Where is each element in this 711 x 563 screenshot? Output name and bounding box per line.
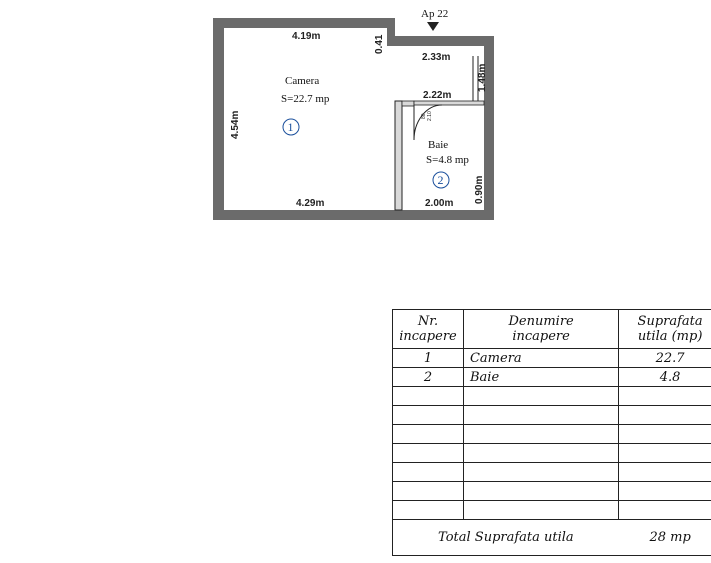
empty-cell [393, 463, 464, 482]
table-row [393, 349, 711, 368]
dim-bath-top: 2.22m [423, 90, 452, 101]
header-nr: Nr. incapere [393, 310, 464, 349]
empty-cell [463, 406, 618, 425]
dim-left: 4.54m [230, 110, 241, 139]
empty-cell [393, 425, 464, 444]
bathroom-door [414, 105, 442, 140]
entrance-arrow-icon [427, 22, 439, 31]
dim-right-lower: 0.90m [474, 175, 485, 204]
empty-cell [619, 463, 711, 482]
dim-step: 0.41 [374, 34, 385, 54]
empty-cell [619, 501, 711, 520]
table-row-empty [393, 425, 711, 444]
room-area-table [392, 309, 711, 556]
empty-cell [619, 444, 711, 463]
row-name: Camera [463, 349, 618, 368]
room-baie-area: S=4.8 mp [426, 154, 469, 166]
table-row-empty [393, 444, 711, 463]
table-row-empty [393, 501, 711, 520]
dim-top-right: 2.33m [422, 52, 451, 63]
dim-bottom-camera: 4.29m [296, 198, 325, 209]
door-height-label: 2.10 [427, 111, 433, 121]
empty-cell [393, 444, 464, 463]
empty-cell [393, 482, 464, 501]
total-label: Total Suprafata utila [393, 520, 619, 556]
dim-right-upper: 1.48m [477, 63, 488, 92]
row-name: Baie [463, 368, 618, 387]
room-camera-area: S=22.7 mp [281, 93, 330, 105]
empty-cell [393, 501, 464, 520]
room-camera-number: 1 [287, 120, 294, 134]
empty-cell [463, 387, 618, 406]
empty-cell [463, 463, 618, 482]
empty-cell [463, 501, 618, 520]
apartment-label: Ap 22 [421, 8, 449, 20]
table-row-empty [393, 387, 711, 406]
empty-cell [463, 444, 618, 463]
table-row-empty [393, 463, 711, 482]
table-header-row [393, 310, 711, 349]
dim-top-camera: 4.19m [292, 31, 321, 42]
empty-cell [619, 387, 711, 406]
empty-cell [463, 482, 618, 501]
empty-cell [619, 406, 711, 425]
door-width-label: 80 [421, 113, 427, 119]
empty-cell [393, 387, 464, 406]
row-area: 4.8 [619, 368, 711, 387]
empty-cell [619, 425, 711, 444]
room-camera-name: Camera [285, 75, 320, 87]
total-row [393, 520, 711, 556]
table-row [393, 368, 711, 387]
total-value: 28 mp [619, 520, 711, 556]
row-nr: 1 [393, 349, 464, 368]
row-area: 22.7 [619, 349, 711, 368]
empty-cell [619, 482, 711, 501]
table-row-empty [393, 406, 711, 425]
row-nr: 2 [393, 368, 464, 387]
header-area: Suprafata utila (mp) [619, 310, 711, 349]
room-baie-name: Baie [428, 139, 449, 151]
room-baie-number: 2 [437, 173, 444, 187]
table-row-empty [393, 482, 711, 501]
outer-walls [213, 18, 494, 220]
empty-cell [393, 406, 464, 425]
dim-bottom-bath: 2.00m [425, 198, 454, 209]
header-name: Denumire incapere [463, 310, 618, 349]
empty-cell [463, 425, 618, 444]
